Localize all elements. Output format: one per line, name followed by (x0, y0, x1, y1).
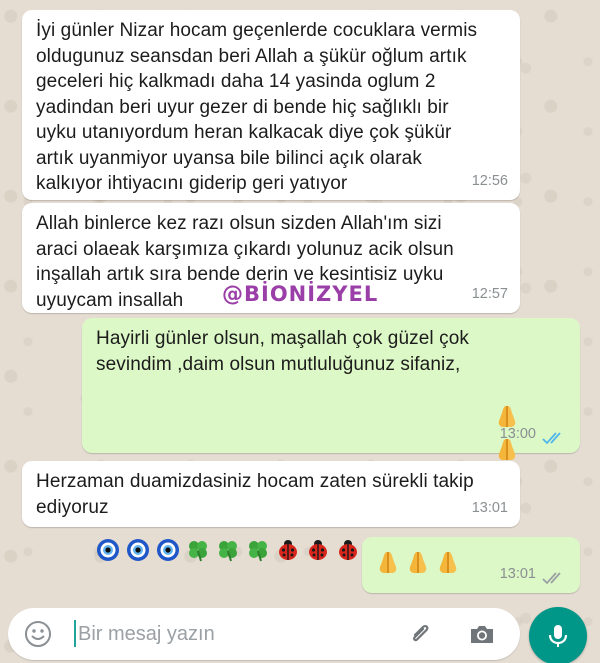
message-timestamp: 13:01 (471, 499, 508, 516)
message-bubble-incoming[interactable] (22, 10, 520, 200)
message-composer (8, 608, 520, 660)
message-bubble-incoming[interactable] (22, 461, 520, 527)
lady-beetle-icon (336, 537, 360, 563)
four-leaf-clover-icon (246, 537, 270, 563)
read-receipt-icon (542, 431, 570, 445)
nazar-amulet-icon (156, 537, 180, 563)
nazar-amulet-icon (96, 537, 120, 563)
watermark: @BİONİZYEL (222, 282, 379, 306)
message-text-body: Hayirli günler olsun, maşallah çok güzel çok sevindim ,daim olsun mutluluğunuz sifaniz, (96, 328, 469, 375)
message-bubble-outgoing[interactable] (362, 537, 580, 593)
message-bubble-outgoing[interactable] (82, 318, 580, 453)
message-text: Herzaman duamizdasiniz hocam zaten sürekli takip ediyoruz (36, 471, 474, 518)
message-timestamp: 13:01 (499, 565, 536, 582)
attach-icon[interactable] (406, 620, 434, 648)
folded-hands-icon (436, 549, 460, 575)
emoji-row (376, 547, 568, 577)
message-input[interactable] (78, 620, 378, 648)
lady-beetle-icon (276, 537, 300, 563)
mic-icon (544, 622, 572, 650)
message-text: İyi günler Nizar hocam geçenlerde cocuklara vermis oldugunuz seansdan beri Allah a şükür oğlum artık geceleri hiç kalkmadı daha 14 yasinda oglum 2 yadindan beri uyur gezer di bende hiç sağlıklı bir uyku utanıyordum heran kalkacak diye çok şükür artık uyanmiyor uyansa bile bilinci açık olarak kalkıyor ihtiyacını giderip geri yatıyor (36, 20, 478, 194)
folded-hands-icon (406, 549, 430, 575)
four-leaf-clover-icon (186, 537, 210, 563)
message-timestamp: 12:56 (471, 172, 508, 189)
voice-record-button[interactable] (529, 607, 587, 663)
camera-icon[interactable] (468, 620, 496, 648)
message-timestamp: 12:57 (471, 285, 508, 302)
nazar-amulet-icon (126, 537, 150, 563)
text-caret (74, 620, 76, 647)
folded-hands-icon (376, 549, 400, 575)
emoji-icon[interactable] (24, 620, 52, 648)
message-timestamp: 13:00 (499, 425, 536, 442)
lady-beetle-icon (306, 537, 330, 563)
delivered-receipt-icon (542, 571, 570, 585)
four-leaf-clover-icon (216, 537, 240, 563)
message-text: Allah binlerce kez razı olsun sizden Allah'ım sizi araci olaeak karşımıza çıkardı yolunuz acik olsun inşallah artık sıra bende derin ve kesintisiz uyku uyuycam insallah (36, 213, 454, 311)
